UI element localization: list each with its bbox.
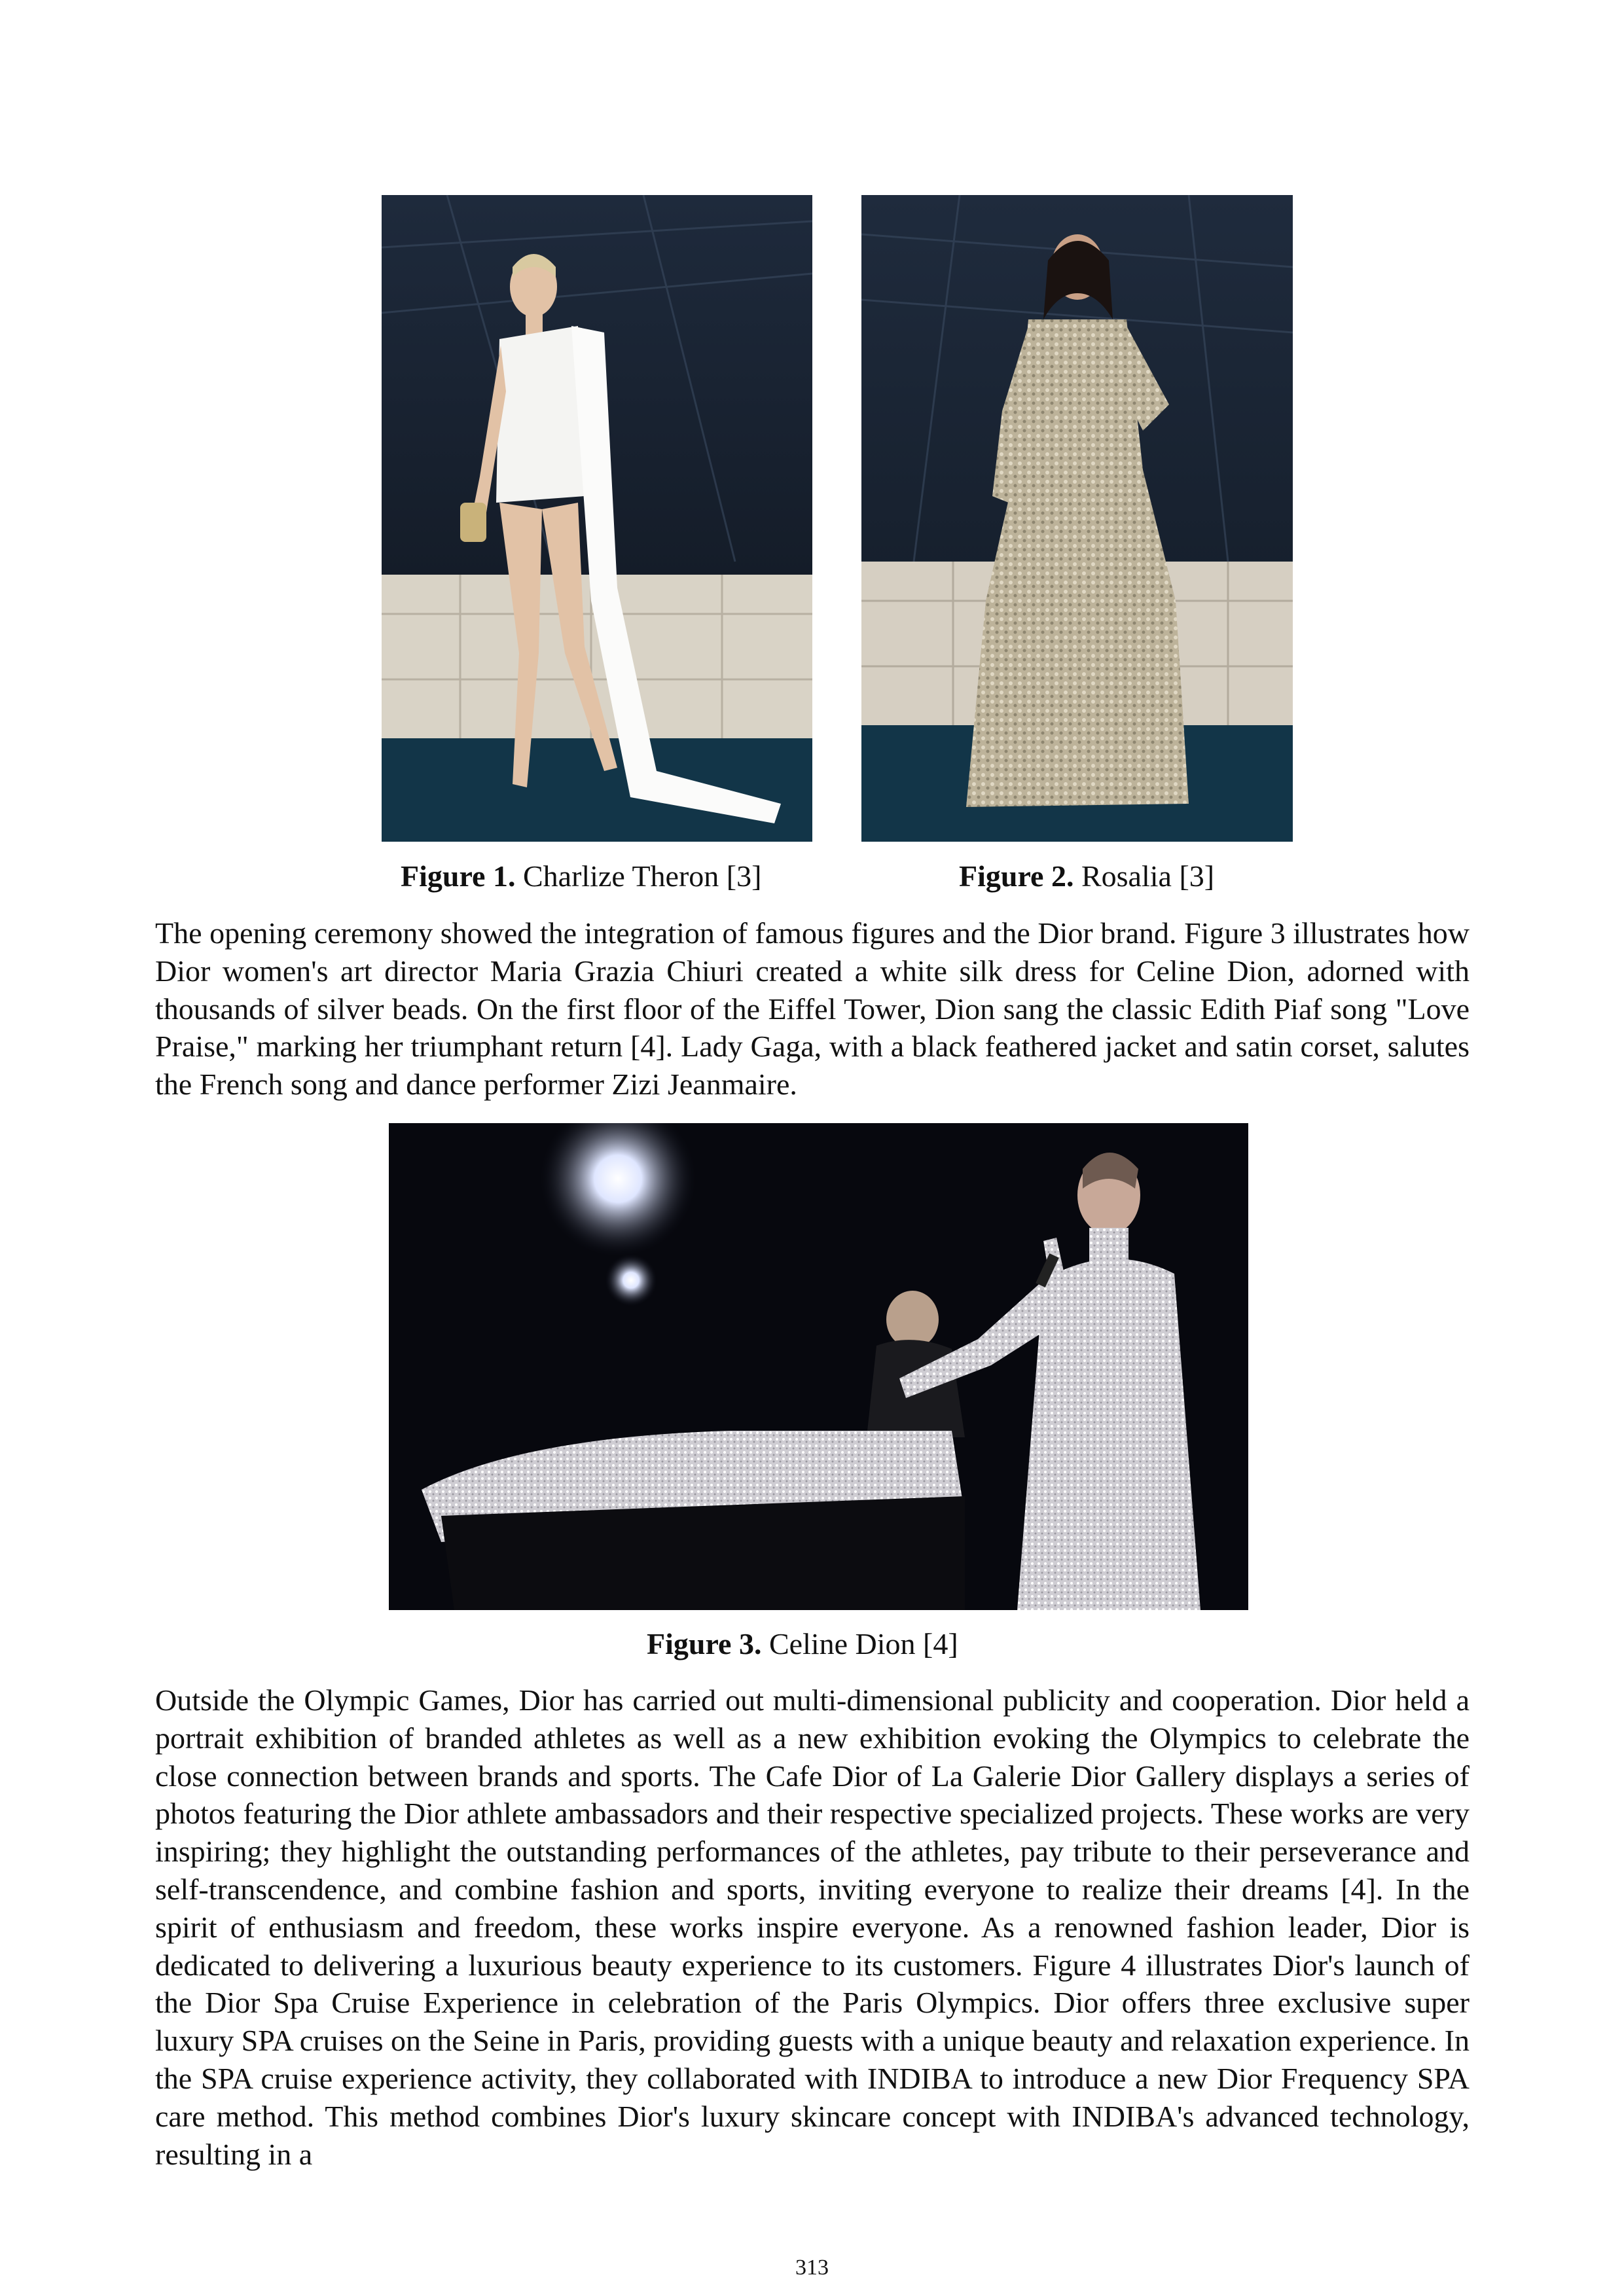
figure-1-photo <box>382 195 812 842</box>
figure-3-caption <box>647 1626 958 1662</box>
figure-2-caption-text: Rosalia [3] <box>1074 859 1215 893</box>
body-paragraph-1: The opening ceremony showed the integration of famous figures and the Dior brand. Figure 3 illustrates how Dior women's art director Maria Grazia Chiuri created a white silk dress for Celine Dion, adorned with thousands of silver beads. On the first floor of the Eiffel Tower, Dion sang the classic Edith Piaf song "Love Praise," marking her triumphant return [4]. Lady Gaga, with a black feathered jacket and satin corset, salutes the French song and dance performer Zizi Jeanmaire. <box>155 916 1470 1102</box>
figure-2-photo <box>861 195 1293 842</box>
figure-1-caption <box>401 858 761 895</box>
body-paragraph-2: Outside the Olympic Games, Dior has carried out multi-dimensional publicity and cooperation. Dior held a portrait exhibition of branded athletes as well as a new exhibition evoking the Olympics to celebrate the close connection between brands and sports. The Cafe Dior of La Galerie Dior Gallery displays a series of photos featuring the Dior athlete ambassadors and their respective specialized projects. These works are very inspiring; they highlight the outstanding performances of the athletes, pay tribute to their perseverance and self-transcendence, and combine fashion and sports, inviting everyone to realize their dreams [4]. In the spirit of enthusiasm and freedom, these works inspire everyone. As a renowned fashion leader, Dior is dedicated to delivering a luxurious beauty experience to its customers. Figure 4 illustrates Dior's launch of the Dior Spa Cruise Experience in celebration of the Paris Olympics. Dior offers three exclusive super luxury SPA cruises on the Seine in Paris, providing guests with a unique beauty and relaxation experience. In the SPA cruise experience activity, they collaborated with INDIBA to introduce a new Dior Frequency SPA care method. This method combines Dior's luxury skincare concept with INDIBA's advanced technology, resulting in a <box>155 1683 1470 2171</box>
figure-3-photo <box>389 1123 1248 1610</box>
figure-1-caption-text: Charlize Theron [3] <box>515 859 762 893</box>
figure-2-label: Figure 2. <box>959 859 1074 893</box>
figure-1-label: Figure 1. <box>401 859 516 893</box>
figure-3-label: Figure 3. <box>647 1627 762 1660</box>
page-number: 313 <box>795 2255 829 2280</box>
figure-3-caption-text: Celine Dion [4] <box>761 1627 958 1660</box>
figure-2-caption <box>959 858 1214 895</box>
